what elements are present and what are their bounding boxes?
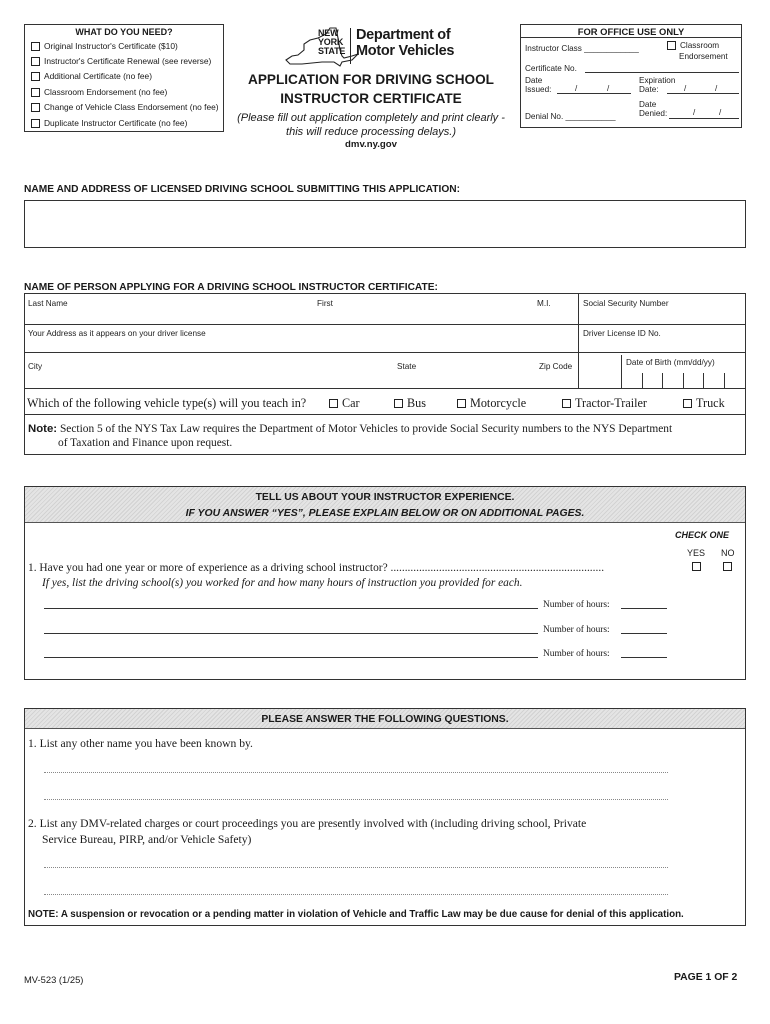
zip-label: Zip Code xyxy=(539,362,573,371)
school-line[interactable] xyxy=(44,633,538,634)
experience-question-sub: If yes, list the driving school(s) you worked for and how many hours of instruction you provided for each. xyxy=(42,577,523,589)
vehicle-type-bus[interactable] xyxy=(394,396,426,411)
checkbox[interactable] xyxy=(394,399,403,408)
need-option-label: Instructor's Certificate Renewal (see reverse) xyxy=(44,56,212,66)
date-issued-label-2: Issued: xyxy=(525,85,552,94)
date-slash: / xyxy=(715,84,718,93)
form-instructions-line1: (Please fill out application completely and print clearly - xyxy=(237,112,505,124)
classroom-label: Classroom xyxy=(680,41,720,50)
vehicle-type-label: Motorcycle xyxy=(470,396,527,410)
vehicle-type-label: Car xyxy=(342,396,360,410)
checkbox[interactable] xyxy=(31,88,40,97)
hours-label: Number of hours: xyxy=(543,625,610,635)
office-use-box xyxy=(520,24,742,128)
yes-label: YES xyxy=(687,548,706,558)
form-title-line2: INSTRUCTOR CERTIFICATE xyxy=(280,91,462,106)
need-option-label: Duplicate Instructor Certificate (no fee) xyxy=(44,118,188,128)
other-names-line[interactable] xyxy=(44,799,668,800)
vehicle-type-question: Which of the following vehicle type(s) will you teach in? xyxy=(27,396,307,410)
need-option-label: Original Instructor's Certificate ($10) xyxy=(44,41,178,51)
form-title xyxy=(228,70,514,108)
checkbox[interactable] xyxy=(683,399,692,408)
dmv-website[interactable]: dmv.ny.gov xyxy=(345,139,397,150)
school-name-address-field[interactable] xyxy=(24,200,746,248)
date-slash: / xyxy=(719,108,722,117)
classroom-endorsement-checkbox[interactable] xyxy=(667,41,676,50)
experience-title-line2: IF YOU ANSWER “YES”, PLEASE EXPLAIN BELOW OR ON ADDITIONAL PAGES. xyxy=(185,508,585,519)
date-denied-label-1: Date xyxy=(639,100,657,109)
need-option-original[interactable] xyxy=(31,41,178,51)
vehicle-type-truck[interactable] xyxy=(683,396,725,411)
date-issued-label-1: Date xyxy=(525,76,543,85)
date-slash: / xyxy=(575,84,578,93)
checkbox[interactable] xyxy=(329,399,338,408)
form-id: MV-523 (1/25) xyxy=(24,974,84,985)
note-line2: of Taxation and Finance upon request. xyxy=(58,437,233,449)
need-option-label: Additional Certificate (no fee) xyxy=(44,71,152,81)
date-slash: / xyxy=(693,108,696,117)
logo-dept-line2: Motor Vehicles xyxy=(356,43,455,59)
ssn-label: Social Security Number xyxy=(583,299,669,308)
questions-section xyxy=(24,708,746,926)
denial-no-label: Denial No. ___________ xyxy=(525,112,616,121)
checkbox[interactable] xyxy=(31,103,40,112)
experience-yes-checkbox[interactable] xyxy=(692,562,701,571)
vehicle-type-label: Truck xyxy=(696,396,725,410)
expiration-label-2: Date: xyxy=(639,85,659,94)
need-option-additional[interactable] xyxy=(31,71,152,81)
note-label: Note: xyxy=(28,423,58,435)
vehicle-type-label: Bus xyxy=(407,396,426,410)
instructor-class-label: Instructor Class ____________ xyxy=(525,44,639,53)
hours-field[interactable] xyxy=(621,633,667,634)
vehicle-type-label: Tractor-Trailer xyxy=(575,396,647,410)
charges-question xyxy=(28,816,586,848)
need-option-classroom[interactable] xyxy=(31,87,167,97)
vehicle-type-car[interactable] xyxy=(329,396,360,411)
vehicle-type-motorcycle[interactable] xyxy=(457,396,526,411)
logo-state-line: NEW xyxy=(318,28,339,38)
address-label-text: Your Address as it appears on your driver license xyxy=(28,329,206,338)
hours-label: Number of hours: xyxy=(543,649,610,659)
charges-line[interactable] xyxy=(44,867,668,868)
date-slash: / xyxy=(607,84,610,93)
endorsement-label: Endorsement xyxy=(679,52,728,61)
state-label: State xyxy=(397,362,417,371)
dob-label: Date of Birth (mm/dd/yy) xyxy=(626,358,715,367)
office-use-title: FOR OFFICE USE ONLY xyxy=(577,26,685,37)
dob-field[interactable] xyxy=(621,355,745,388)
need-option-change-class[interactable] xyxy=(31,102,219,112)
applicant-info-table xyxy=(24,293,746,455)
form-instructions-line2: this will reduce processing delays.) xyxy=(286,126,456,138)
school-line[interactable] xyxy=(44,657,538,658)
checkbox[interactable] xyxy=(31,72,40,81)
hours-label: Number of hours: xyxy=(543,600,610,610)
checkbox[interactable] xyxy=(457,399,466,408)
school-line[interactable] xyxy=(44,608,538,609)
logo-dept-line1: Department of xyxy=(356,27,451,43)
certificate-no-label: Certificate No. xyxy=(525,64,577,73)
denial-note: NOTE: A suspension or revocation or a pending matter in violation of Vehicle and Traffic Law may be due cause for denial of this application. xyxy=(28,909,684,920)
need-option-label: Change of Vehicle Class Endorsement (no fee) xyxy=(44,102,219,112)
middle-initial-label: M.I. xyxy=(537,299,551,308)
logo-state-line: STATE xyxy=(318,46,346,56)
nys-dmv-logo xyxy=(282,26,462,70)
form-title-line1: APPLICATION FOR DRIVING SCHOOL xyxy=(248,72,494,87)
what-do-you-need-box xyxy=(24,24,224,132)
last-name-label: Last Name xyxy=(28,299,68,308)
note-line1: Section 5 of the NYS Tax Law requires the Department of Motor Vehicles to provide Social Security numbers to the NYS Department xyxy=(59,423,673,435)
city-label: City xyxy=(28,362,43,371)
check-one-label: CHECK ONE xyxy=(675,530,730,540)
page-number: PAGE 1 OF 2 xyxy=(674,972,738,983)
vehicle-type-tractor-trailer[interactable] xyxy=(562,396,647,411)
logo-state-line: YORK xyxy=(318,37,344,47)
first-name-label: First xyxy=(317,299,333,308)
date-denied-label-2: Denied: xyxy=(639,109,668,118)
hours-field[interactable] xyxy=(621,608,667,609)
form-instructions xyxy=(226,111,516,139)
experience-no-checkbox[interactable] xyxy=(723,562,732,571)
experience-title-line1: TELL US ABOUT YOUR INSTRUCTOR EXPERIENCE. xyxy=(255,492,515,503)
date-slash: / xyxy=(684,84,687,93)
other-names-line[interactable] xyxy=(44,772,668,773)
school-section-title: NAME AND ADDRESS OF LICENSED DRIVING SCHOOL SUBMITTING THIS APPLICATION: xyxy=(24,184,460,195)
tax-law-note xyxy=(28,422,744,450)
hours-field[interactable] xyxy=(621,657,667,658)
experience-question: 1. Have you had one year or more of experience as a driving school instructor? ........................................................................... xyxy=(28,562,605,574)
checkbox[interactable] xyxy=(31,57,40,66)
questions-title: PLEASE ANSWER THE FOLLOWING QUESTIONS. xyxy=(261,714,509,725)
address-label xyxy=(28,329,206,338)
charges-line[interactable] xyxy=(44,894,668,895)
need-option-label: Classroom Endorsement (no fee) xyxy=(44,87,168,97)
charges-question-line2: Service Bureau, PIRP, and/or Vehicle Safety) xyxy=(42,833,252,846)
checkbox[interactable] xyxy=(31,119,40,128)
expiration-label-1: Expiration xyxy=(639,76,676,85)
license-id-label: Driver License ID No. xyxy=(583,329,661,338)
checkbox[interactable] xyxy=(31,42,40,51)
need-option-duplicate[interactable] xyxy=(31,118,187,128)
charges-question-line1: 2. List any DMV-related charges or court proceedings you are presently involved with (including driving school, Private xyxy=(28,817,587,830)
applicant-section-title: NAME OF PERSON APPLYING FOR A DRIVING SCHOOL INSTRUCTOR CERTIFICATE: xyxy=(24,282,438,293)
need-option-renewal[interactable] xyxy=(31,56,211,66)
no-label: NO xyxy=(721,548,735,558)
experience-section xyxy=(24,486,746,680)
checkbox[interactable] xyxy=(562,399,571,408)
other-names-question: 1. List any other name you have been known by. xyxy=(28,737,253,750)
what-do-you-need-title: WHAT DO YOU NEED? xyxy=(75,27,173,37)
